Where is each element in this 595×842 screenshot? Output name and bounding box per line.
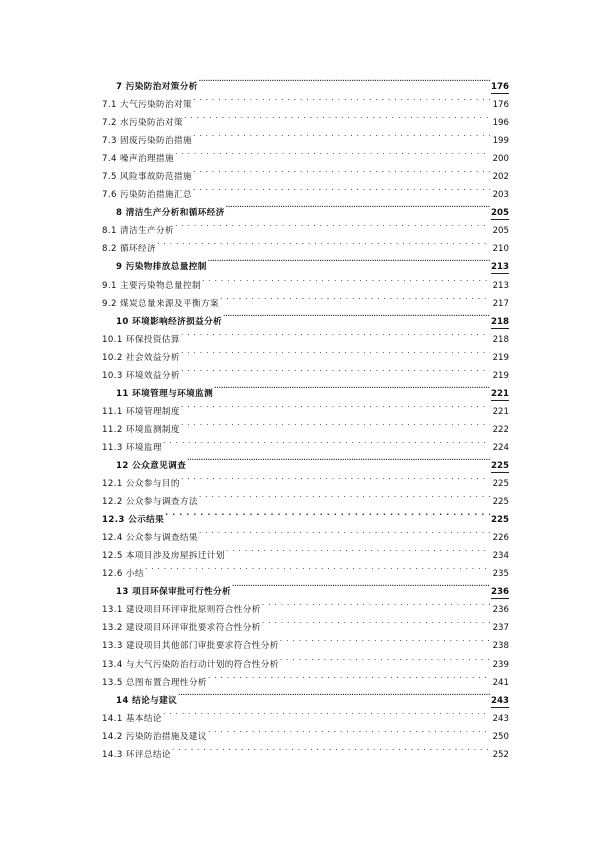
toc-page-number: 199 xyxy=(492,136,509,147)
toc-page-number: 218 xyxy=(491,316,509,327)
toc-page-number: 235 xyxy=(492,569,509,580)
toc-dot-leader xyxy=(199,71,490,89)
toc-dot-leader xyxy=(163,703,490,721)
toc-entry-title: 13.5 总图布置合理性分析 xyxy=(102,677,207,688)
toc-page-number: 250 xyxy=(492,731,509,742)
toc-dot-leader xyxy=(175,215,490,233)
toc-dot-leader xyxy=(145,558,490,576)
toc-dot-leader xyxy=(181,468,490,486)
toc-entry-title: 7.6 污染防治措施汇总 xyxy=(102,190,192,201)
toc-entry-title: 13.3 建设项目其他部门审批要求符合性分析 xyxy=(102,641,279,652)
toc-entry-title: 14.2 污染防治措施及建议 xyxy=(102,731,207,742)
toc-entry-title: 8 清洁生产分析和循环经济 xyxy=(116,208,225,219)
toc-entry-title: 9.2 煤炭总量来源及平衡方案 xyxy=(102,298,219,309)
toc-entry-title: 13 项目环保审批可行性分析 xyxy=(116,587,232,598)
toc-entry-title: 10.2 社会效益分析 xyxy=(102,352,180,363)
toc-entry-title: 8.2 循环经济 xyxy=(102,244,156,255)
toc-dot-leader xyxy=(175,143,490,161)
toc-entry-title: 11.3 环境监理 xyxy=(102,442,162,453)
toc-dot-leader xyxy=(165,504,490,522)
toc-page-number: 243 xyxy=(491,695,509,706)
toc-entry-title: 9 污染物排放总量控制 xyxy=(116,262,207,273)
toc-dot-leader xyxy=(181,360,490,378)
toc-page-number: 225 xyxy=(491,515,509,526)
toc-page-number: 205 xyxy=(492,226,509,237)
toc-page-number: 213 xyxy=(491,262,509,273)
toc-page-number: 176 xyxy=(491,82,509,92)
toc-entry-title: 12.4 公众参与调查结果 xyxy=(102,533,198,544)
toc-page-number: 224 xyxy=(492,442,509,453)
toc-chapter-entry[interactable] xyxy=(102,576,509,598)
toc-dot-leader xyxy=(226,197,490,215)
toc-dot-leader xyxy=(187,450,490,468)
toc-dot-leader xyxy=(199,486,490,504)
toc-entry-title: 14.3 环评总结论 xyxy=(102,749,171,760)
toc-page-number: 243 xyxy=(492,713,509,724)
toc-page-number: 219 xyxy=(492,370,509,381)
toc-page-number: 200 xyxy=(492,154,509,165)
toc-entry-title: 7.5 风险事故防范措施 xyxy=(102,172,192,183)
toc-page-number: 221 xyxy=(491,388,509,399)
toc-section-entry[interactable] xyxy=(102,432,509,453)
toc-chapter-entry[interactable] xyxy=(102,251,509,273)
toc-section-entry[interactable] xyxy=(102,703,509,724)
toc-entry-title: 13.2 建设项目环评审批要求符合性分析 xyxy=(102,623,261,634)
toc-dot-leader xyxy=(214,378,490,396)
toc-entry-title: 10.1 环保投资估算 xyxy=(102,334,180,345)
toc-page-number: 203 xyxy=(492,190,509,201)
toc-entry-title: 12.2 公众参与调查方法 xyxy=(102,497,198,508)
toc-chapter-entry[interactable] xyxy=(102,450,509,471)
toc-page-number: 237 xyxy=(492,623,509,634)
toc-page-number: 234 xyxy=(492,551,509,562)
toc-entry-title: 11.2 环境监测制度 xyxy=(102,424,180,435)
toc-page-number: 241 xyxy=(492,677,509,688)
toc-entry-title: 14 结论与建议 xyxy=(116,695,178,706)
toc-entry-title: 7.4 噪声治理措施 xyxy=(102,154,174,165)
toc-dot-leader xyxy=(280,630,490,648)
toc-entry-title: 13.4 与大气污染防治行动计划的符合性分析 xyxy=(102,659,279,670)
toc-page-number: 196 xyxy=(492,118,509,129)
table-of-contents xyxy=(102,71,509,760)
toc-dot-leader xyxy=(232,576,490,594)
toc-dot-leader xyxy=(181,414,490,432)
toc-page-number: 218 xyxy=(492,334,509,345)
toc-page-number: 236 xyxy=(491,587,509,598)
toc-page-number: 176 xyxy=(492,100,509,111)
toc-entry-title: 11.1 环境管理制度 xyxy=(102,406,180,417)
toc-dot-leader xyxy=(208,721,490,739)
toc-page-number: 236 xyxy=(492,605,509,616)
toc-entry-title: 12.5 本项目涉及房屋拆迁计划 xyxy=(102,551,225,562)
toc-dot-leader xyxy=(220,288,490,306)
toc-page-number: 225 xyxy=(492,479,509,490)
toc-dot-leader xyxy=(226,540,490,558)
toc-dot-leader xyxy=(157,233,490,251)
toc-dot-leader xyxy=(193,179,490,197)
toc-entry-title: 7.3 固废污染防治措施 xyxy=(102,136,192,147)
toc-entry-title: 12 公众意见调查 xyxy=(116,460,187,471)
toc-section-entry[interactable] xyxy=(102,233,509,255)
toc-dot-leader xyxy=(181,324,490,342)
toc-entry-title: 13.1 建设项目环评审批原则符合性分析 xyxy=(102,605,261,616)
toc-dot-leader xyxy=(199,522,490,540)
toc-dot-leader xyxy=(223,306,490,324)
toc-page-number: 222 xyxy=(492,424,509,435)
toc-entry-title: 12.3 公示结果 xyxy=(102,515,165,526)
toc-entry-title: 12.6 小结 xyxy=(102,569,144,580)
toc-chapter-entry[interactable] xyxy=(102,71,509,92)
toc-dot-leader xyxy=(193,161,490,179)
toc-page-number: 202 xyxy=(492,172,509,183)
toc-dot-leader xyxy=(184,107,490,125)
toc-dot-leader xyxy=(208,251,490,269)
toc-entry-title: 12.1 公众参与目的 xyxy=(102,479,180,490)
toc-dot-leader xyxy=(181,396,490,414)
toc-dot-leader xyxy=(262,594,490,612)
toc-section-entry[interactable] xyxy=(102,558,509,580)
toc-entry-title: 10.3 环境效益分析 xyxy=(102,370,180,381)
toc-entry-title: 8.1 清洁生产分析 xyxy=(102,226,174,237)
toc-page-number: 221 xyxy=(492,406,509,417)
toc-page-number: 238 xyxy=(492,641,509,652)
toc-dot-leader xyxy=(172,739,490,757)
toc-entry-title: 14.1 基本结论 xyxy=(102,713,162,724)
toc-dot-leader xyxy=(163,432,490,450)
toc-dot-leader xyxy=(202,270,490,288)
toc-page-number: 217 xyxy=(492,298,509,309)
toc-entry-title: 7.2 水污染防治对策 xyxy=(102,118,183,129)
toc-dot-leader xyxy=(193,89,490,107)
toc-entry-title: 9.1 主要污染物总量控制 xyxy=(102,280,201,291)
toc-page-number: 219 xyxy=(492,352,509,363)
toc-dot-leader xyxy=(193,125,490,143)
toc-page-number: 210 xyxy=(492,244,509,255)
toc-dot-leader xyxy=(208,667,490,685)
toc-page-number: 252 xyxy=(492,749,509,760)
toc-page-number: 213 xyxy=(492,280,509,291)
toc-entry-title: 10 环境影响经济损益分析 xyxy=(116,316,223,327)
toc-dot-leader xyxy=(280,649,490,667)
toc-page-number: 239 xyxy=(492,659,509,670)
toc-entry-title: 11 环境管理与环境监测 xyxy=(116,388,214,399)
toc-dot-leader xyxy=(262,612,490,630)
toc-page-number: 225 xyxy=(491,460,509,471)
toc-page-number: 205 xyxy=(491,208,509,219)
toc-page-number: 225 xyxy=(492,497,509,508)
toc-entry-title: 7.1 大气污染防治对策 xyxy=(102,100,192,111)
toc-dot-leader xyxy=(178,685,490,703)
toc-page-number: 226 xyxy=(492,533,509,544)
toc-section-entry[interactable] xyxy=(102,721,509,742)
toc-dot-leader xyxy=(181,342,490,360)
toc-entry-title: 7 污染防治对策分析 xyxy=(116,82,198,92)
